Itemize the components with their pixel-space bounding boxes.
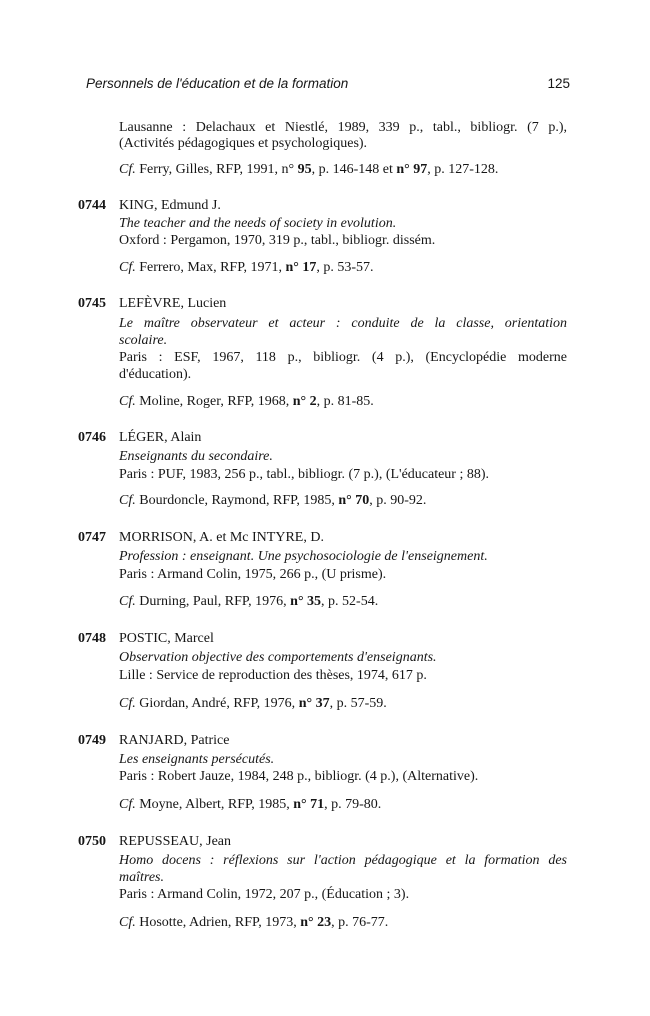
entry-title: Profession : enseignant. Une psychosociologie de l'enseignement. <box>119 549 488 564</box>
entry-number: 0746 <box>78 430 106 445</box>
entry-author: POSTIC, Marcel <box>119 631 214 646</box>
entry-number: 0749 <box>78 733 106 748</box>
entry-title: Le maître observateur et acteur : conduite de la classe, orientation <box>119 316 567 331</box>
entry-cf: Cf. Ferrero, Max, RFP, 1971, n° 17, p. 53-57. <box>119 260 374 275</box>
entry-publication: Paris : PUF, 1983, 256 p., tabl., bibliogr. (7 p.), (L'éducateur ; 88). <box>119 467 490 482</box>
entry-publication-2: d'éducation). <box>119 367 192 382</box>
entry-author: LEFÈVRE, Lucien <box>119 296 227 311</box>
entry-publication: Paris : Armand Colin, 1975, 266 p., (U prisme). <box>119 567 387 582</box>
entry-publication: Lille : Service de reproduction des thèses, 1974, 617 p. <box>119 668 427 683</box>
entry-cf: Cf. Bourdoncle, Raymond, RFP, 1985, n° 70, p. 90-92. <box>119 493 427 508</box>
entry-title: Homo docens : réflexions sur l'action pédagogique et la formation des <box>119 853 567 868</box>
continuation-publication-2: (Activités pédagogiques et psychologiques). <box>119 136 368 151</box>
entry-cf: Cf. Moyne, Albert, RFP, 1985, n° 71, p. 79-80. <box>119 797 382 812</box>
entry-author: KING, Edmund J. <box>119 198 221 213</box>
entry-number: 0745 <box>78 296 106 311</box>
page-number: 125 <box>547 76 570 91</box>
entry-cf: Cf. Giordan, André, RFP, 1976, n° 37, p. 57-59. <box>119 696 387 711</box>
running-title: Personnels de l'éducation et de la formation <box>86 76 349 91</box>
entry-number: 0750 <box>78 834 106 849</box>
entry-title-2: maîtres. <box>119 870 164 885</box>
entry-author: LÉGER, Alain <box>119 430 202 445</box>
entry-publication: Paris : Armand Colin, 1972, 207 p., (Éducation ; 3). <box>119 887 410 902</box>
entry-title: The teacher and the needs of society in evolution. <box>119 216 397 231</box>
entry-number: 0748 <box>78 631 106 646</box>
entry-title: Observation objective des comportements d'enseignants. <box>119 650 437 665</box>
entry-title: Les enseignants persécutés. <box>119 752 275 767</box>
page-header <box>86 76 570 96</box>
entry-publication: Paris : ESF, 1967, 118 p., bibliogr. (4 p.), (Encyclopédie moderne <box>119 350 567 365</box>
entry-cf: Cf. Hosotte, Adrien, RFP, 1973, n° 23, p. 76-77. <box>119 915 389 930</box>
continuation-publication: Lausanne : Delachaux et Niestlé, 1989, 339 p., tabl., bibliogr. (7 p.), <box>119 120 567 135</box>
entry-cf: Cf. Durning, Paul, RFP, 1976, n° 35, p. 52-54. <box>119 594 379 609</box>
continuation-cf: Cf. Ferry, Gilles, RFP, 1991, n° 95, p. 146-148 et n° 97, p. 127-128. <box>119 162 499 177</box>
entry-author: RANJARD, Patrice <box>119 733 230 748</box>
entry-publication: Oxford : Pergamon, 1970, 319 p., tabl., bibliogr. dissém. <box>119 233 436 248</box>
entry-title: Enseignants du secondaire. <box>119 449 273 464</box>
entry-number: 0744 <box>78 198 106 213</box>
entry-number: 0747 <box>78 530 106 545</box>
entry-title-2: scolaire. <box>119 333 168 348</box>
entry-cf: Cf. Moline, Roger, RFP, 1968, n° 2, p. 81-85. <box>119 394 374 409</box>
entry-author: REPUSSEAU, Jean <box>119 834 232 849</box>
entry-author: MORRISON, A. et Mc INTYRE, D. <box>119 530 324 545</box>
entry-publication: Paris : Robert Jauze, 1984, 248 p., bibliogr. (4 p.), (Alternative). <box>119 769 479 784</box>
